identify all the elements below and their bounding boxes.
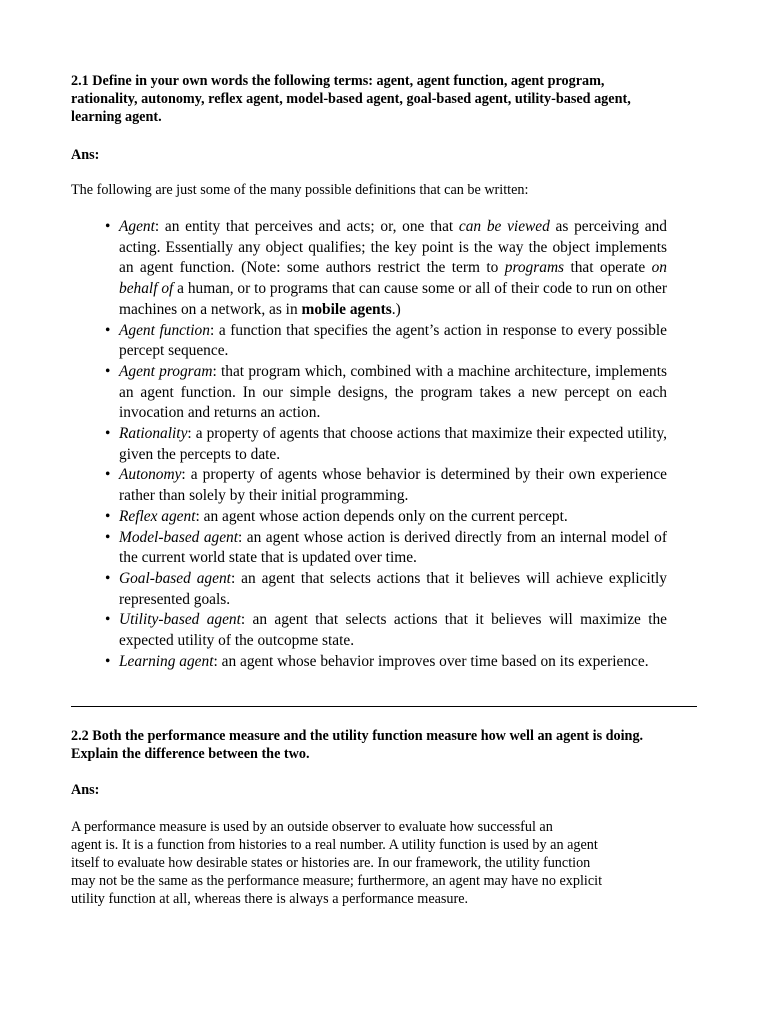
definition-item-learning-agent	[105, 652, 667, 673]
answer-line: utility function at all, whereas there is always a performance measure.	[71, 891, 469, 907]
definitions-list	[105, 217, 667, 672]
definition-item-agent	[105, 217, 667, 321]
definition-item-agent-program	[105, 362, 667, 424]
definition-text: : an agent that selects actions that it believes will achieve explicitly represented goals.	[119, 569, 667, 608]
emphasis-text: can be viewed	[458, 218, 550, 235]
bullet-icon: •	[105, 611, 111, 629]
definition-term: Model-based agent	[119, 528, 239, 546]
emphasis-text: on behalf of	[119, 259, 667, 298]
definition-term: Agent function	[119, 321, 210, 339]
definition-text: as perceiving and acting. Essentially any object qualifies; the key point is the way the object implements an agent function. (Note: some authors restrict the term to	[119, 218, 667, 277]
definition-text: : a function that specifies the agent’s action in response to every possible percept sequence.	[119, 321, 667, 360]
answer-label-2-2: Ans:	[71, 782, 100, 798]
definition-term: Reflex agent	[119, 507, 196, 525]
definition-item-autonomy	[105, 465, 667, 506]
definition-item-agent-function	[105, 321, 667, 362]
definition-text: : an entity that perceives and acts; or, one that	[154, 218, 459, 235]
definition-text: that operate	[564, 259, 652, 277]
horizontal-divider	[71, 706, 697, 707]
definition-text: : an agent that selects actions that it believes will maximize the expected utility of the outcopme state.	[119, 611, 667, 650]
definition-text: : an agent whose action is derived directly from an internal model of the current world state that is updated over time.	[119, 528, 667, 567]
definition-text: .)	[391, 300, 401, 318]
definition-item-reflex-agent	[105, 507, 667, 528]
bullet-icon: •	[105, 321, 111, 339]
intro-text: The following are just some of the many possible definitions that can be written:	[71, 182, 529, 198]
answer-line: itself to evaluate how desirable states or histories are. In our framework, the utility function	[71, 855, 591, 871]
answer-line: A performance measure is used by an outside observer to evaluate how successful an	[71, 819, 553, 835]
bullet-icon: •	[105, 425, 111, 443]
definition-item-utility-based-agent	[105, 610, 667, 651]
definition-term: Agent program	[119, 362, 213, 380]
bullet-icon: •	[105, 362, 111, 380]
answer-line: may not be the same as the performance measure; furthermore, an agent may have no explicit	[71, 873, 603, 889]
definition-term: Goal-based agent	[119, 569, 231, 587]
definition-item-model-based-agent	[105, 528, 667, 569]
answer-label-2-1: Ans:	[71, 147, 100, 163]
definition-text: : a property of agents that choose actions that maximize their expected utility, given the percepts to date.	[119, 425, 667, 463]
definition-text: : a property of agents whose behavior is determined by their own experience rather than solely by their initial programming.	[119, 466, 667, 505]
answer-line: agent is. It is a function from histories to a real number. A utility function is used by an agent	[71, 837, 598, 853]
bullet-icon: •	[105, 569, 111, 587]
bullet-icon: •	[105, 466, 111, 484]
emphasis-text: programs	[504, 259, 565, 277]
bullet-icon: •	[105, 528, 111, 546]
definition-term: Utility-based agent	[119, 611, 241, 629]
bullet-icon: •	[105, 218, 111, 235]
definition-text: a human, or to programs that can cause some or all of their code to run on other machines on a network, as in	[119, 280, 667, 318]
definition-item-goal-based-agent	[105, 569, 667, 610]
definition-text: : an agent whose behavior improves over time based on its experience.	[213, 652, 649, 670]
bullet-icon: •	[105, 507, 111, 525]
question-2-2: 2.2 Both the performance measure and the utility function measure how well an agent is doing. Explain the difference between the two.	[71, 728, 644, 762]
answer-paragraph-2-2	[71, 818, 697, 908]
definition-item-rationality	[105, 424, 667, 465]
definition-term: Autonomy	[119, 466, 182, 484]
definition-term: Learning agent	[119, 652, 214, 670]
bold-text: mobile agents	[301, 300, 392, 318]
definition-term: Agent	[119, 218, 155, 235]
definition-term: Rationality	[119, 425, 188, 443]
definition-text: : that program which, combined with a machine architecture, implements an agent function. In our simple designs, the program takes a new percept on each invocation and returns an action.	[119, 362, 667, 422]
question-2-1: 2.1 Define in your own words the following terms: agent, agent function, agent program, rationality, autonomy, reflex agent, model-based agent, goal-based agent, utility-based agent, learning agent.	[71, 73, 631, 125]
bullet-icon: •	[105, 652, 111, 670]
definition-text: : an agent whose action depends only on the current percept.	[195, 507, 568, 525]
